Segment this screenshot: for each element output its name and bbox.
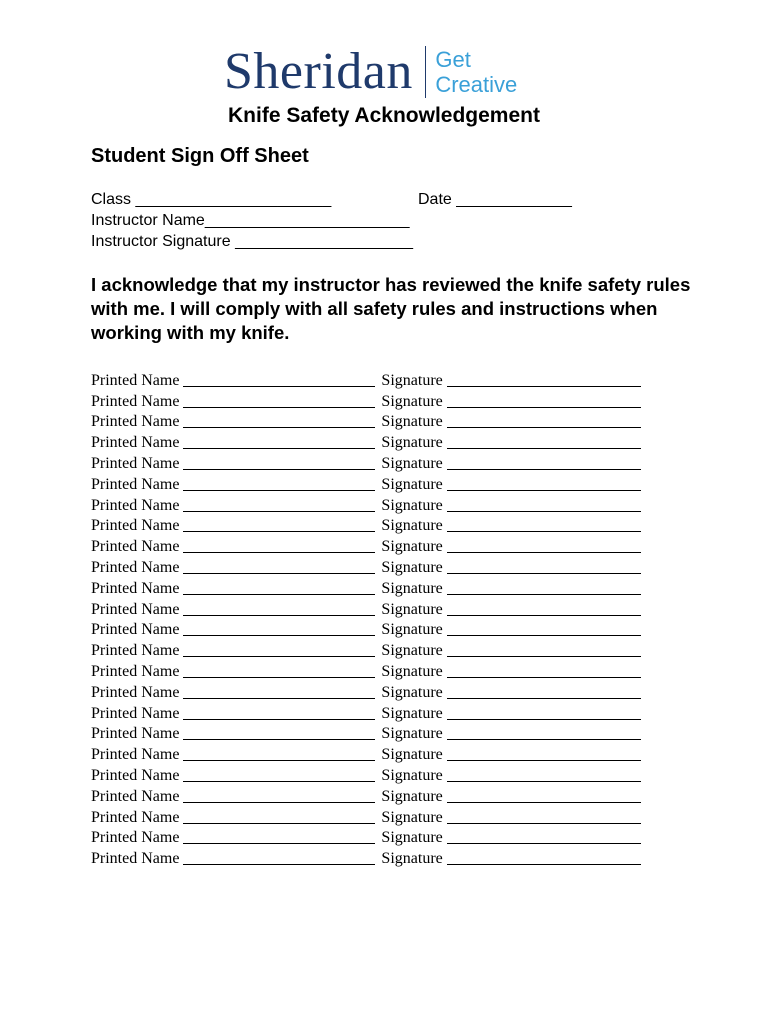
sign-row bbox=[91, 431, 691, 452]
signature-label: Signature bbox=[381, 496, 443, 514]
printed-name-line bbox=[183, 489, 375, 491]
signature-label: Signature bbox=[381, 704, 443, 722]
signature-label: Signature bbox=[381, 725, 443, 743]
printed-name-label: Printed Name bbox=[91, 434, 180, 452]
signature-label: Signature bbox=[381, 538, 443, 556]
printed-name-line bbox=[183, 510, 375, 512]
printed-name-line bbox=[183, 676, 375, 678]
sign-row bbox=[91, 827, 691, 848]
signature-line bbox=[447, 510, 641, 512]
signature-label: Signature bbox=[381, 600, 443, 618]
signature-line bbox=[447, 572, 641, 574]
sign-row bbox=[91, 452, 691, 473]
signature-line bbox=[447, 697, 641, 699]
signature-line bbox=[447, 801, 641, 803]
printed-name-label: Printed Name bbox=[91, 766, 180, 784]
logo-tagline-line1: Get bbox=[435, 47, 471, 72]
signature-label: Signature bbox=[381, 662, 443, 680]
signature-line bbox=[447, 468, 641, 470]
sign-row bbox=[91, 723, 691, 744]
signature-line bbox=[447, 822, 641, 824]
document-subtitle: Student Sign Off Sheet bbox=[91, 145, 309, 167]
signature-line bbox=[447, 842, 641, 844]
sign-row bbox=[91, 411, 691, 432]
sign-row bbox=[91, 785, 691, 806]
printed-name-line bbox=[183, 863, 375, 865]
printed-name-line bbox=[183, 822, 375, 824]
sign-row bbox=[91, 806, 691, 827]
signature-label: Signature bbox=[381, 642, 443, 660]
sign-row bbox=[91, 473, 691, 494]
sign-row bbox=[91, 743, 691, 764]
printed-name-line bbox=[183, 614, 375, 616]
signature-line bbox=[447, 655, 641, 657]
printed-name-label: Printed Name bbox=[91, 517, 180, 535]
signature-label: Signature bbox=[381, 683, 443, 701]
sign-row bbox=[91, 619, 691, 640]
signature-line bbox=[447, 489, 641, 491]
sign-row bbox=[91, 390, 691, 411]
printed-name-label: Printed Name bbox=[91, 808, 180, 826]
signature-label: Signature bbox=[381, 829, 443, 847]
printed-name-label: Printed Name bbox=[91, 725, 180, 743]
printed-name-line bbox=[183, 572, 375, 574]
sign-row bbox=[91, 660, 691, 681]
printed-name-label: Printed Name bbox=[91, 642, 180, 660]
printed-name-label: Printed Name bbox=[91, 704, 180, 722]
printed-name-line bbox=[183, 385, 375, 387]
printed-name-line bbox=[183, 551, 375, 553]
printed-name-label: Printed Name bbox=[91, 371, 180, 389]
signature-line bbox=[447, 385, 641, 387]
signature-line bbox=[447, 593, 641, 595]
signature-label: Signature bbox=[381, 392, 443, 410]
printed-name-line bbox=[183, 406, 375, 408]
sign-row bbox=[91, 515, 691, 536]
signature-line bbox=[447, 406, 641, 408]
signature-line bbox=[447, 863, 641, 865]
printed-name-label: Printed Name bbox=[91, 683, 180, 701]
sign-off-rows bbox=[91, 369, 691, 868]
sign-row bbox=[91, 535, 691, 556]
printed-name-label: Printed Name bbox=[91, 850, 180, 868]
signature-label: Signature bbox=[381, 850, 443, 868]
printed-name-label: Printed Name bbox=[91, 558, 180, 576]
printed-name-label: Printed Name bbox=[91, 600, 180, 618]
printed-name-label: Printed Name bbox=[91, 662, 180, 680]
signature-line bbox=[447, 426, 641, 428]
signature-label: Signature bbox=[381, 579, 443, 597]
printed-name-line bbox=[183, 697, 375, 699]
printed-name-line bbox=[183, 468, 375, 470]
printed-name-line bbox=[183, 738, 375, 740]
acknowledgement-statement: I acknowledge that my instructor has reviewed the knife safety rules with me. I will comply with all safety rules and instructions when working with my knife. bbox=[91, 274, 691, 343]
sign-row bbox=[91, 847, 691, 868]
sign-row bbox=[91, 369, 691, 390]
printed-name-label: Printed Name bbox=[91, 475, 180, 493]
signature-line bbox=[447, 551, 641, 553]
signature-label: Signature bbox=[381, 766, 443, 784]
signature-label: Signature bbox=[381, 434, 443, 452]
printed-name-label: Printed Name bbox=[91, 496, 180, 514]
signature-label: Signature bbox=[381, 746, 443, 764]
printed-name-label: Printed Name bbox=[91, 454, 180, 472]
printed-name-line bbox=[183, 801, 375, 803]
printed-name-line bbox=[183, 530, 375, 532]
signature-line bbox=[447, 780, 641, 782]
signature-line bbox=[447, 530, 641, 532]
signature-label: Signature bbox=[381, 808, 443, 826]
printed-name-label: Printed Name bbox=[91, 787, 180, 805]
signature-line bbox=[447, 614, 641, 616]
instructor-name-field: Instructor Name_______________________ bbox=[91, 212, 410, 229]
sign-row bbox=[91, 702, 691, 723]
printed-name-label: Printed Name bbox=[91, 746, 180, 764]
printed-name-label: Printed Name bbox=[91, 392, 180, 410]
printed-name-label: Printed Name bbox=[91, 829, 180, 847]
logo-tagline bbox=[435, 47, 517, 97]
printed-name-line bbox=[183, 634, 375, 636]
signature-line bbox=[447, 759, 641, 761]
signature-label: Signature bbox=[381, 454, 443, 472]
printed-name-line bbox=[183, 447, 375, 449]
logo-divider bbox=[425, 46, 427, 98]
signature-line bbox=[447, 676, 641, 678]
printed-name-line bbox=[183, 780, 375, 782]
printed-name-label: Printed Name bbox=[91, 538, 180, 556]
sign-row bbox=[91, 598, 691, 619]
signature-label: Signature bbox=[381, 558, 443, 576]
sign-row bbox=[91, 639, 691, 660]
signature-line bbox=[447, 738, 641, 740]
signature-label: Signature bbox=[381, 371, 443, 389]
printed-name-label: Printed Name bbox=[91, 621, 180, 639]
signature-label: Signature bbox=[381, 787, 443, 805]
printed-name-line bbox=[183, 655, 375, 657]
printed-name-line bbox=[183, 718, 375, 720]
sign-row bbox=[91, 764, 691, 785]
printed-name-line bbox=[183, 842, 375, 844]
printed-name-label: Printed Name bbox=[91, 413, 180, 431]
date-field: Date _____________ bbox=[418, 191, 572, 208]
signature-label: Signature bbox=[381, 517, 443, 535]
printed-name-label: Printed Name bbox=[91, 579, 180, 597]
signature-line bbox=[447, 718, 641, 720]
signature-label: Signature bbox=[381, 621, 443, 639]
logo-brand: Sheridan bbox=[224, 43, 413, 100]
sheridan-logo bbox=[224, 44, 517, 100]
signature-label: Signature bbox=[381, 475, 443, 493]
document-title: Knife Safety Acknowledgement bbox=[228, 104, 540, 127]
signature-label: Signature bbox=[381, 413, 443, 431]
class-field: Class ______________________ bbox=[91, 191, 332, 208]
signature-line bbox=[447, 447, 641, 449]
sign-row bbox=[91, 556, 691, 577]
signature-line bbox=[447, 634, 641, 636]
printed-name-line bbox=[183, 593, 375, 595]
printed-name-line bbox=[183, 426, 375, 428]
instructor-signature-field: Instructor Signature ____________________ bbox=[91, 233, 414, 250]
sign-row bbox=[91, 681, 691, 702]
logo-tagline-line2: Creative bbox=[435, 72, 518, 97]
sign-row bbox=[91, 577, 691, 598]
sign-row bbox=[91, 494, 691, 515]
printed-name-line bbox=[183, 759, 375, 761]
